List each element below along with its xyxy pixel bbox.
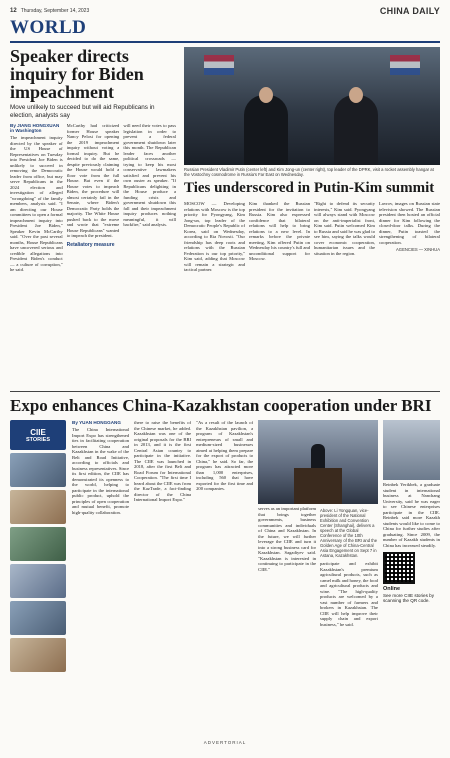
body-text: The China International Import Expo has strengthened ties in facilitating cooperation between China and Kazakhstan in the wake of the Belt and Road Initiative, according to officials and business representatives. Since its first edition, the CIIE has demonstrated its openness to the world, helping to participate in the international public product, uphold the principles of open cooperation and mutual benefit, promote high-quality collaboration. bbox=[72, 427, 130, 515]
page-number: 12 bbox=[10, 7, 17, 14]
top-bar-left bbox=[10, 8, 89, 14]
thumbnail-image bbox=[10, 601, 66, 635]
qr-code-icon[interactable] bbox=[383, 552, 415, 584]
impeachment-columns bbox=[10, 123, 176, 273]
flag-shape bbox=[390, 55, 420, 75]
body-text: The impeachment inquiry directed by the speaker of the US House of Representatives on Tuesday into President Joe Biden is unlikely to succeed in removing the Democratic leader from office, but may serve Republicans in the 2024 election and investigation of alleged "wrongdoing" of the family members, analysts said. "I am directing our House committees to open a formal impeachment inquiry into President Joe Biden," Speaker Kevin McCarthy said. "Over the past several months, House Republicans have uncovered serious and credible allegations into President Biden's conduct — a culture of corruption," he said. bbox=[10, 135, 63, 272]
body-text: "Right to defend its security interests," Kim said. Pyongyang will always stand with Moscow on the anti-imperialist front, Kim said. Putin welcomed Kim to Russia and said he was glad to see him, saying the talks would cover economic cooperation, humanitarian issues and the situation in the region. bbox=[314, 201, 375, 256]
thumbnail-image bbox=[10, 453, 66, 487]
face-shape bbox=[349, 87, 363, 103]
impeachment-col-3 bbox=[123, 123, 176, 273]
body-text: participate and exhibit Kazakhstan's premium agricultural products, such as camel milk and honey, the food and agricultural products and wine. "The high-quality products are welcomed by a vast number of farmers and brokers in Kazakhstan. The CIIE will help improve their supply chain and export business," he said. bbox=[320, 561, 378, 627]
online-promo bbox=[383, 587, 440, 604]
issue-date: Thursday, September 14, 2023 bbox=[20, 7, 90, 14]
body-text: will need their votes to pass legislation in order to prevent a federal government shutdown later this month. The Republican leader faces another political crossroads — trying to keep his most conservative lawmakers satisfied and prevent his own ouster as speaker. "If Republicans delighting in the House produce a funding crisis and government shutdown this fall and their impeachment inquiry produces nothing meaningful, it will backfire," said analysts. bbox=[123, 123, 177, 227]
summit-caption: Russian President Vladimir Putin (center left) and Kim Jong-un (center right), top leader of the DPRK, visit a rocket assembly hangar at the Vostochny cosmodrome in Russia's Far East on Wednesday. bbox=[184, 167, 434, 177]
expo-col-1 bbox=[72, 420, 129, 758]
flag-shape bbox=[204, 55, 234, 75]
speaker-silhouette bbox=[311, 444, 325, 468]
divider bbox=[10, 391, 440, 392]
body-text: MOSCOW — Developing relations with Moscow is the top priority for Pyongyang, Kim Jong-un, top leader of the Democratic People's Republic of Korea, said on Wednesday, according to Ria Novosti. "Our friendship has deep roots and relations with the Russian Federation is our top priority," Kim said, adding that Moscow will remain a strategic and tactical partner. bbox=[184, 201, 245, 272]
headline-impeachment: Speaker directs inquiry for Biden impeachment bbox=[10, 46, 144, 102]
footer-label: ADVERTORIAL bbox=[203, 740, 247, 745]
podium-shape bbox=[294, 468, 342, 504]
top-bar bbox=[10, 6, 440, 15]
impeachment-story bbox=[10, 47, 176, 387]
impeachment-col-1 bbox=[10, 123, 63, 273]
body-text: Reinbek Yerikbek, a graduate student in international business at Nanchang University, said he was eager to see Chinese enterprises participate in the CIIE. Reinbek said more Kazakh students would like to come to China for further studies after graduating. Since 2009, the number of Kazakh students in China has increased steadily. bbox=[382, 482, 440, 548]
expo-caption: Above: Li Yongquan, vice-president of the National Exhibition and Convention Center (Shanghai), delivers a speech at the Global Conference of the 10th Anniversary of the BRI and the Golden Age of China-Central Asia Engagement on Sept 7 in Astana, Kazakhstan. bbox=[320, 508, 378, 558]
summit-credit: AGENCIES — XINHUA bbox=[396, 247, 440, 252]
summit-columns bbox=[184, 201, 440, 273]
face-shape bbox=[259, 87, 273, 103]
body-text: Kim thanked the Russian president for the invitation to Russia. Kim also expressed confidence that bilateral relations will help to bring relations to a new level. In remarks before the private meeting, Kim offered Putin on Wednesday his country's full and unconditional support for Moscow. bbox=[249, 201, 310, 261]
section-title: WORLD bbox=[10, 17, 87, 38]
summit-col-4 bbox=[379, 201, 440, 273]
body-text: McCarthy had criticized former House speaker Nancy Pelosi for opening the 2019 impeachment inquiry without voting a formal inquiry. But he decided to do the same, despite previously claiming the House would hold a floor vote from the full House. But even if the House votes to impeach Biden, the procedure will almost certainly fail in the Senate, where Biden's Democratic Party holds the majority. The White House pushed back to the move and wrote that "extreme House Republicans" wanted to impeach the president. bbox=[66, 123, 120, 238]
expo-photo bbox=[258, 420, 378, 504]
expo-col-3 bbox=[196, 420, 253, 758]
cie-sidebar bbox=[10, 420, 66, 758]
logo-line-2: STORIES bbox=[25, 436, 51, 443]
deck-impeachment: Move unlikely to succeed but will aid Republicans in election, analysts say bbox=[10, 104, 155, 119]
cie-stories-logo bbox=[10, 420, 66, 450]
expo-col-4 bbox=[258, 506, 316, 627]
byline-impeachment: By JIANG HONGXUAN in Washington bbox=[10, 123, 60, 133]
subhead-retaliatory: Retaliatory measure bbox=[66, 241, 115, 248]
figure-silhouette bbox=[334, 95, 378, 165]
expo-col-6 bbox=[383, 420, 440, 758]
summit-col-2 bbox=[249, 201, 310, 273]
logo-line-1: CIIE bbox=[30, 427, 46, 437]
online-text: See more CIIE stories by scanning the QR code. bbox=[382, 592, 434, 603]
thumbnail-image bbox=[10, 527, 66, 561]
upper-area bbox=[10, 47, 440, 387]
impeachment-col-2 bbox=[67, 123, 120, 273]
thumbnail-image bbox=[10, 564, 66, 598]
expo-col-5 bbox=[320, 506, 378, 627]
byline-expo: By YUAN HONGGANG bbox=[72, 420, 121, 425]
thumbnail-image bbox=[10, 490, 66, 524]
expo-photo-area bbox=[258, 420, 378, 758]
headline-summit: Ties underscored in Putin-Kim summit bbox=[184, 180, 435, 196]
expo-photo-row bbox=[258, 506, 378, 627]
thumbnail-image bbox=[10, 638, 66, 672]
summit-col-3 bbox=[314, 201, 375, 273]
masthead: CHINA DAILY bbox=[379, 5, 440, 16]
student-photo bbox=[383, 420, 440, 480]
summit-photo bbox=[184, 47, 440, 165]
expo-story bbox=[10, 420, 440, 758]
section-header bbox=[10, 17, 440, 43]
expo-col-2 bbox=[134, 420, 191, 758]
figure-silhouette bbox=[244, 95, 288, 165]
summit-story bbox=[184, 47, 440, 387]
summit-col-1 bbox=[184, 201, 245, 273]
online-title: Online bbox=[382, 586, 401, 592]
body-text: Lavrov, images on Russian state television showed. The Russian president then hosted an official dinner for Kim following the closed-door talks. During the dinner, Putin toasted the strengthening of bilateral cooperation. bbox=[379, 201, 440, 245]
headline-expo: Expo enhances China-Kazakhstan cooperation under BRI bbox=[10, 396, 432, 415]
body-text: serves as an important platform that brings together governments, business communities and individuals of China and Kazakhstan. In the future, we will further leverage the CIIE and turn it into a strong business card for Kazakhstan. Sagadiyev said. "Kazakhstan is interested in continuing to participate in the CIIE." bbox=[258, 506, 317, 572]
expo-columns bbox=[72, 420, 440, 758]
body-text: "As a result of the launch of the Kazakhstan pavilion, a program of Kazakhstan's entrepreneurs of small and medium-sized businesses aimed at helping them prepare for the export of products to China," he said. So far, the program has attracted more than 1,000 enterprises, including 560 that have exported for the first time and 200 companies. bbox=[196, 420, 254, 491]
body-text: there to raise the benefits of the Chinese market, he added. Kazakhstan was one of the original proposals for the BRI in 2013, and it is the first Central Asian country to participate in the initiative. The CIIE was launched in 2018, after the first Belt and Road Forum for International Cooperation. "The first time I heard about the CIIE was from the KazTrade, a fact-finding director of the China International Import Expo." bbox=[134, 420, 192, 502]
